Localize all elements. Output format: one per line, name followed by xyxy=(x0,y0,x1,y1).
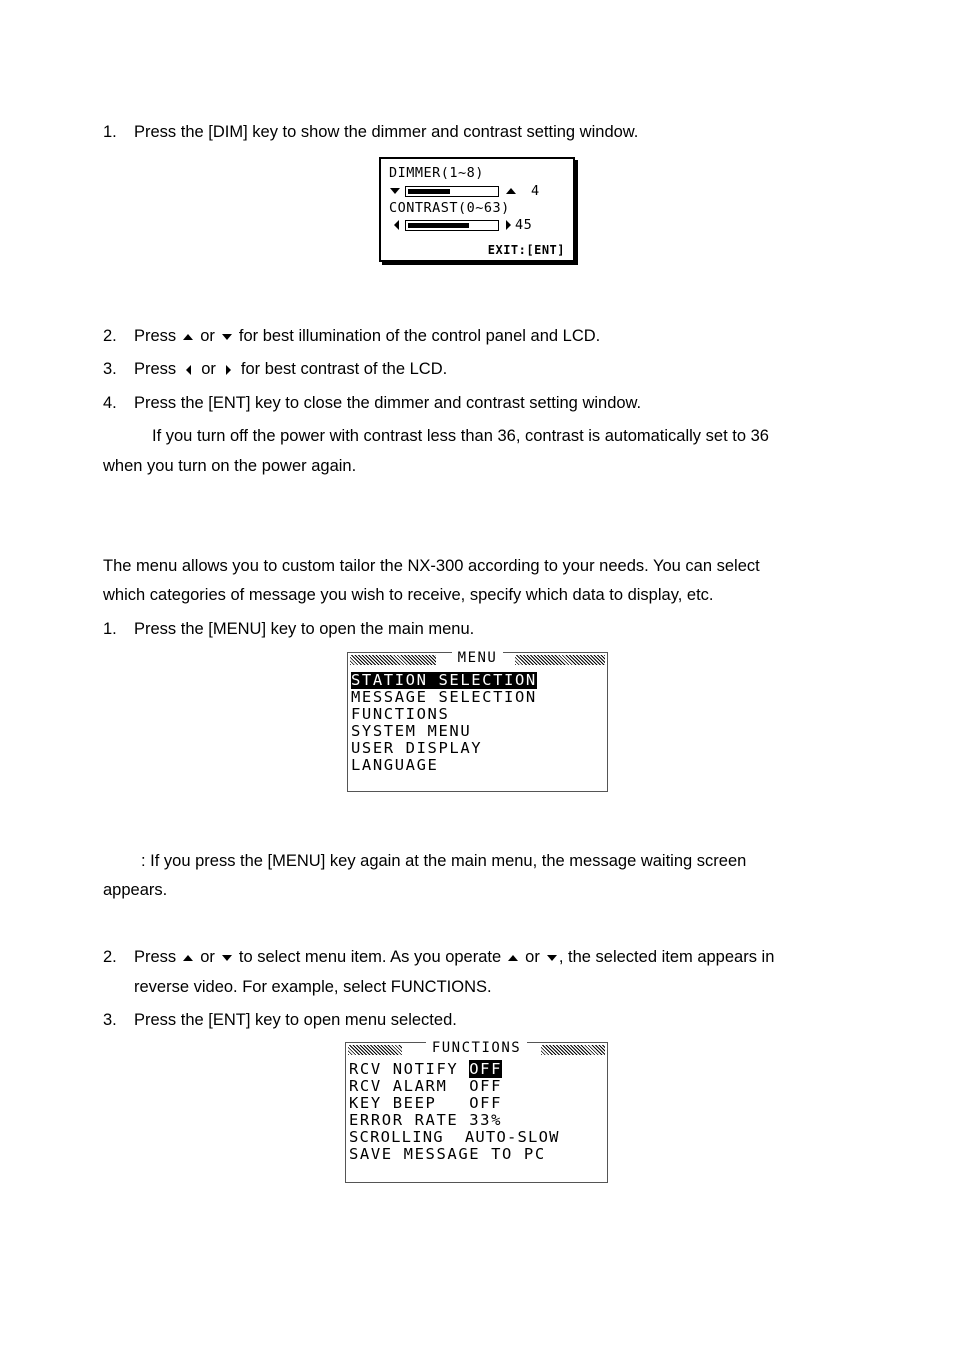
up-arrow-icon xyxy=(506,183,516,199)
right-arrow-icon xyxy=(506,217,511,233)
step-word: for best contrast of the LCD. xyxy=(240,360,448,378)
main-menu-window xyxy=(347,652,608,792)
menu-title: FUNCTIONS xyxy=(426,1040,527,1056)
menu-note-line1: : If you press the [MENU] key again at the main menu, the message waiting screen xyxy=(141,852,747,870)
dimmer-level-bar xyxy=(405,186,499,197)
contrast-value: 45 xyxy=(515,217,533,233)
up-arrow-icon xyxy=(508,955,518,961)
function-value[interactable]: OFF xyxy=(469,1077,503,1095)
contrast-note-line1: If you turn off the power with contrast less than 36, contrast is automatically set to 36 xyxy=(152,427,769,445)
down-arrow-icon xyxy=(390,183,400,199)
function-row-rcv-alarm[interactable] xyxy=(349,1078,502,1095)
function-row-scrolling[interactable] xyxy=(349,1129,560,1146)
exit-hint: EXIT:[ENT] xyxy=(487,243,565,257)
step-word: to select menu item. As you operate xyxy=(238,948,502,966)
menu-item-system-menu[interactable]: SYSTEM MENU xyxy=(351,722,472,740)
dimmer-level-fill xyxy=(408,189,450,194)
step-word: or xyxy=(200,327,215,345)
up-arrow-icon xyxy=(183,334,193,340)
function-label: SAVE MESSAGE TO PC xyxy=(349,1145,546,1163)
function-label: RCV ALARM xyxy=(349,1077,470,1095)
step-word: for best illumination of the control panel and LCD. xyxy=(238,327,601,345)
menu-intro-line2: which categories of message you wish to receive, specify which data to display, etc. xyxy=(103,586,714,604)
step-text: Press the [DIM] key to show the dimmer and contrast setting window. xyxy=(134,123,639,141)
menu-item-message-selection[interactable]: MESSAGE SELECTION xyxy=(351,688,537,706)
function-label: RCV NOTIFY xyxy=(349,1060,470,1078)
function-row-rcv-notify[interactable] xyxy=(349,1061,502,1078)
step-number: 3. xyxy=(103,360,117,378)
step-number: 1. xyxy=(103,620,117,638)
menu-title-bar xyxy=(346,1040,607,1056)
left-arrow-icon xyxy=(186,365,191,375)
menu-intro-line1: The menu allows you to custom tailor the NX-300 according to your needs. You can select xyxy=(103,557,760,575)
step-text: Press the [MENU] key to open the main menu. xyxy=(134,620,475,638)
step-number: 2. xyxy=(103,948,117,966)
step-number: 4. xyxy=(103,394,117,412)
step-text xyxy=(134,948,774,967)
function-value[interactable]: AUTO-SLOW xyxy=(464,1128,560,1146)
function-row-save-message[interactable] xyxy=(349,1146,546,1163)
dimmer-label: DIMMER(1~8) xyxy=(389,165,484,181)
step-word: , the selected item appears in xyxy=(558,948,775,966)
function-label: SCROLLING xyxy=(349,1128,465,1146)
step-text: Press the [ENT] key to open menu selected. xyxy=(134,1011,457,1029)
up-arrow-icon xyxy=(183,955,193,961)
menu-item-station-selection[interactable]: STATION SELECTION xyxy=(351,671,537,689)
menu-title: MENU xyxy=(452,650,504,666)
down-arrow-icon xyxy=(222,334,232,340)
menu-note-line2: appears. xyxy=(103,881,168,899)
step-number: 3. xyxy=(103,1011,117,1029)
function-row-key-beep[interactable] xyxy=(349,1095,502,1112)
step-word: or xyxy=(525,948,540,966)
step-text-continued: reverse video. For example, select FUNCTIONS. xyxy=(134,978,492,996)
menu-item-user-display[interactable]: USER DISPLAY xyxy=(351,739,483,757)
dimmer-value: 4 xyxy=(531,183,540,199)
right-arrow-icon xyxy=(226,365,231,375)
step-text xyxy=(134,327,600,346)
contrast-level-bar xyxy=(405,220,499,231)
step-text xyxy=(134,360,447,379)
step-word: or xyxy=(201,360,216,378)
function-value[interactable]: OFF xyxy=(469,1094,503,1112)
left-arrow-icon xyxy=(394,217,399,233)
step-number: 1. xyxy=(103,123,117,141)
function-label: KEY BEEP xyxy=(349,1094,470,1112)
contrast-level-fill xyxy=(408,223,469,228)
function-label: ERROR RATE xyxy=(349,1111,470,1129)
step-word: Press xyxy=(134,360,177,378)
step-word: or xyxy=(200,948,215,966)
down-arrow-icon xyxy=(222,955,232,961)
function-value[interactable]: 33% xyxy=(469,1111,503,1129)
menu-item-language[interactable]: LANGUAGE xyxy=(351,756,439,774)
step-text: Press the [ENT] key to close the dimmer and contrast setting window. xyxy=(134,394,642,412)
contrast-label: CONTRAST(0~63) xyxy=(389,200,510,216)
function-value[interactable]: OFF xyxy=(469,1060,503,1078)
down-arrow-icon xyxy=(547,955,557,961)
menu-title-bar xyxy=(348,650,607,666)
functions-menu-window xyxy=(345,1042,608,1183)
menu-item-functions[interactable]: FUNCTIONS xyxy=(351,705,450,723)
function-row-error-rate[interactable] xyxy=(349,1112,502,1129)
dimmer-contrast-window xyxy=(379,157,575,262)
step-number: 2. xyxy=(103,327,117,345)
step-word: Press xyxy=(134,948,177,966)
step-word: Press xyxy=(134,327,177,345)
contrast-note-line2: when you turn on the power again. xyxy=(103,457,357,475)
